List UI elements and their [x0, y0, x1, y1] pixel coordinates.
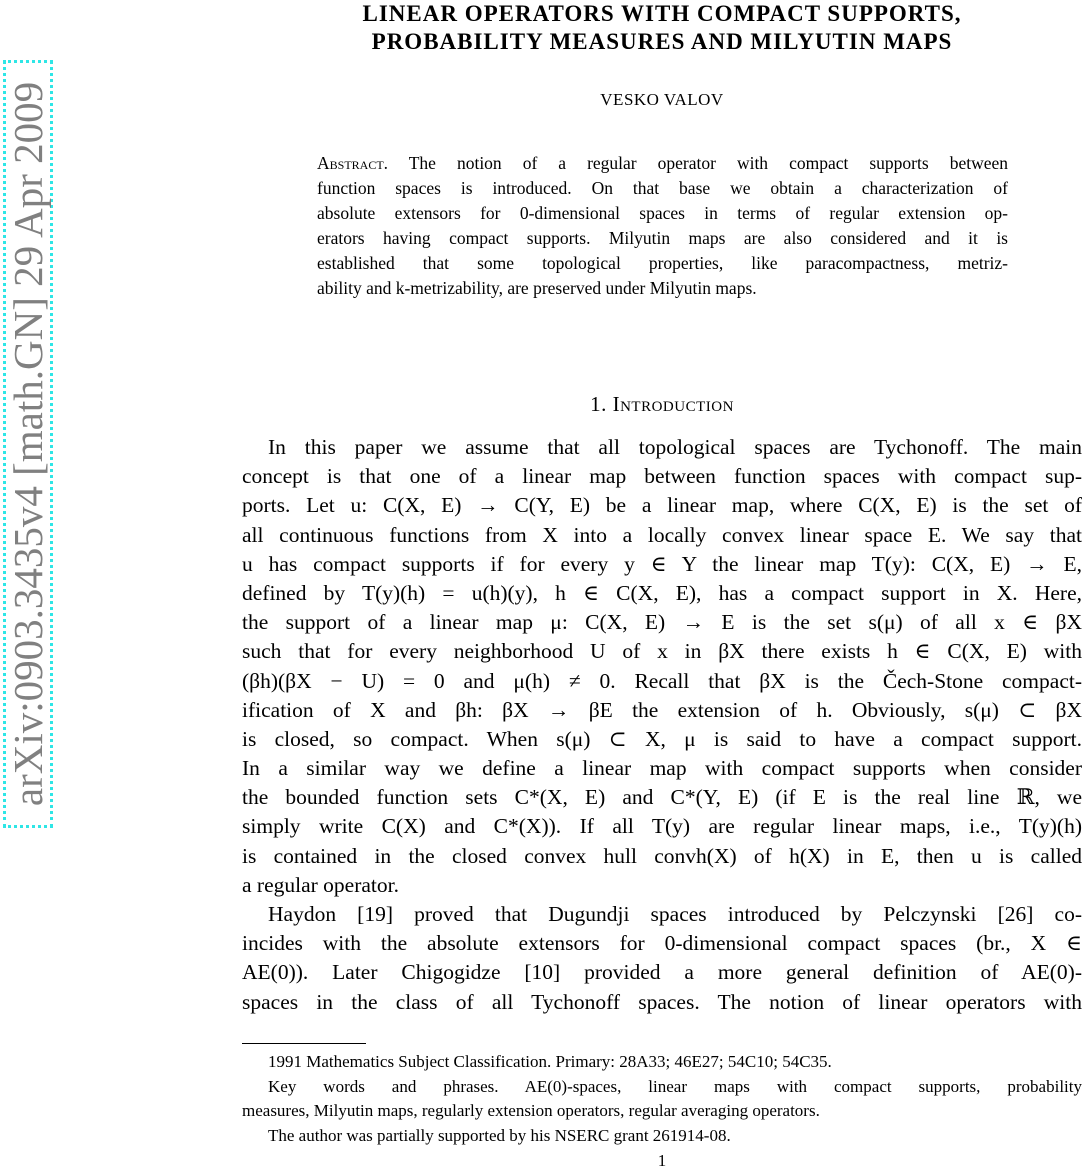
abstract-line: absolute extensors for 0-dimensional spaces in terms of regular extension op- [317, 203, 1008, 223]
arxiv-stamp [3, 60, 53, 828]
paragraph-line: incides with the absolute extensors for 0-dimensional compact spaces (br., X ∈ [242, 931, 1082, 956]
footnote-line: measures, Milyutin maps, regularly extension operators, regular averaging operators. [242, 1101, 820, 1120]
arxiv-identifier: arXiv:0903.3435v4 [math.GN] 29 Apr 2009 [5, 81, 51, 807]
abstract-line: ability and k-metrizability, are preserved under Milyutin maps. [317, 278, 757, 298]
paragraph-line: such that for every neighborhood U of x in βX there exists h ∈ C(X, E) with [242, 639, 1082, 664]
footnote-line: The author was partially supported by his NSERC grant 261914-08. [268, 1125, 731, 1145]
paragraph-line: AE(0)). Later Chigogidze [10] provided a more general definition of AE(0)- [242, 960, 1082, 985]
paragraph-line: is contained in the closed convex hull convh(X) of h(X) in E, then u is called [242, 843, 1082, 868]
paragraph-line: spaces in the class of all Tychonoff spaces. The notion of linear operators with [242, 989, 1082, 1014]
footnote-line: 1991 Mathematics Subject Classification. Primary: 28A33; 46E27; 54C10; 54C35. [268, 1052, 832, 1071]
author: VESKO VALOV [600, 90, 724, 109]
paragraph-line: ification of X and βh: βX → βE the extension of h. Obviously, s(μ) ⊂ βX [242, 697, 1082, 722]
abstract-text: The notion of a regular operator with compact supports between [408, 153, 1008, 173]
abstract-line: erators having compact supports. Milyutin maps are also considered and it is [317, 228, 1008, 248]
paragraph-line: In this paper we assume that all topological spaces are Tychonoff. The main [268, 435, 1082, 459]
paragraph-line: all continuous functions from X into a locally convex linear space E. We say that [242, 522, 1082, 547]
footnote-rule [242, 1043, 366, 1044]
title-line-1: LINEAR OPERATORS WITH COMPACT SUPPORTS, [362, 1, 962, 26]
abstract-label: Abstract. [317, 153, 389, 173]
abstract [317, 151, 1008, 301]
title-line-2: PROBABILITY MEASURES AND MILYUTIN MAPS [371, 29, 953, 54]
paragraph-line: u has compact supports if for every y ∈ Y the linear map T(y): C(X, E) → E, [242, 551, 1082, 576]
paragraph-line: (βh)(βX − U) = 0 and μ(h) ≠ 0. Recall that βX is the Čech-Stone compact- [242, 668, 1082, 693]
paragraph-line: a regular operator. [242, 872, 399, 897]
abstract-line: function spaces is introduced. On that base we obtain a characterization of [317, 178, 1008, 198]
paragraph-line: In a similar way we define a linear map with compact supports when consider [242, 756, 1082, 781]
section-heading: 1. Introduction [590, 392, 734, 416]
paragraph-line: simply write C(X) and C*(X)). If all T(y) are regular linear maps, i.e., T(y)(h) [242, 814, 1082, 839]
paragraph-line: ports. Let u: C(X, E) → C(Y, E) be a linear map, where C(X, E) is the set of [242, 493, 1082, 518]
paragraph-line: the support of a linear map μ: C(X, E) → E is the set s(μ) of all x ∈ βX [242, 610, 1082, 635]
footnote-line: Key words and phrases. AE(0)-spaces, linear maps with compact supports, probability [268, 1076, 1082, 1096]
body-text [242, 433, 1082, 1017]
paragraph-line: is closed, so compact. When s(μ) ⊂ X, μ is said to have a compact support. [242, 726, 1082, 751]
paragraph-line: defined by T(y)(h) = u(h)(y), h ∈ C(X, E), has a compact support in X. Here, [242, 580, 1082, 605]
footnotes [242, 1050, 1082, 1148]
paragraph-line: Haydon [19] proved that Dugundji spaces introduced by Pelczynski [26] co- [268, 902, 1082, 926]
paragraph-line: concept is that one of a linear map between function spaces with compact sup- [242, 464, 1082, 489]
abstract-line: established that some topological properties, like paracompactness, metriz- [317, 253, 1008, 273]
page-number: 1 [657, 1151, 667, 1168]
abstract-line [317, 151, 1008, 176]
paragraph-line: the bounded function sets C*(X, E) and C*(Y, E) (if E is the real line ℝ, we [242, 785, 1082, 810]
